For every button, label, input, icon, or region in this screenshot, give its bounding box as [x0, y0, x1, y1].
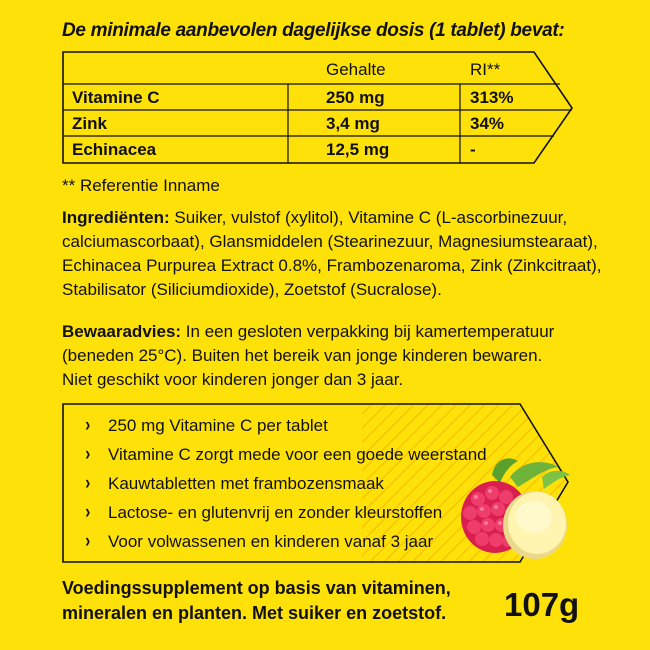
feature-item	[84, 472, 384, 496]
storage-line: (beneden 25°C). Buiten het bereik van jonge kinderen bewaren.	[62, 346, 543, 365]
row-name-vitamin-c: Vitamine C	[72, 88, 160, 107]
net-weight: 107g	[504, 586, 580, 623]
footer-line: Voedingssupplement op basis van vitaminen,	[62, 578, 451, 598]
dosage-header: De minimale aanbevolen dagelijkse dosis (1 tablet) bevat:	[62, 20, 565, 41]
row-name-zinc: Zink	[72, 114, 107, 133]
feature-text: Vitamine C zorgt mede voor een goede weerstand	[108, 445, 487, 464]
feature-item	[84, 414, 328, 438]
storage-label: Bewaaradvies:	[62, 322, 182, 341]
ingredients-paragraph	[62, 206, 602, 302]
row-name-echinacea: Echinacea	[72, 140, 157, 159]
feature-text: 250 mg Vitamine C per tablet	[108, 416, 328, 435]
storage-line: In een gesloten verpakking bij kamertemperatuur	[181, 322, 555, 341]
row-amount-echinacea: 12,5 mg	[326, 140, 390, 159]
ingredients-line: Echinacea Purpurea Extract 0.8%, Frambozenaroma, Zink (Zinkcitraat),	[62, 256, 602, 275]
row-ri-zinc: 34%	[470, 114, 505, 133]
tablet-icon	[503, 491, 567, 559]
storage-paragraph	[62, 320, 602, 392]
ingredients-line: Stabilisator (Siliciumdioxide), Zoetstof (Sucralose).	[62, 280, 442, 299]
feature-text: Lactose- en glutenvrij en zonder kleurstoffen	[108, 503, 443, 522]
chevron-right-icon: ›	[85, 473, 91, 494]
chevron-right-icon: ›	[85, 502, 91, 523]
raspberry-tablet-image	[440, 455, 575, 565]
reference-note: ** Referentie Inname	[62, 176, 220, 195]
ingredients-line: calciumascorbaat), Glansmiddelen (Stearinezuur, Magnesiumstearaat),	[62, 232, 598, 251]
footer-line: mineralen en planten. Met suiker en zoetstof.	[62, 603, 447, 623]
storage-line: Niet geschikt voor kinderen jonger dan 3 jaar.	[62, 370, 404, 389]
feature-item	[84, 530, 433, 554]
chevron-right-icon: ›	[85, 531, 91, 552]
row-amount-zinc: 3,4 mg	[326, 114, 380, 133]
row-ri-vitamin-c: 313%	[470, 88, 514, 107]
nutrition-table	[62, 46, 574, 168]
feature-text: Kauwtabletten met frambozensmaak	[108, 474, 384, 493]
chevron-right-icon: ›	[85, 444, 91, 465]
supplement-description	[62, 576, 492, 626]
column-header-ri: RI**	[470, 60, 501, 79]
row-ri-echinacea: -	[470, 140, 476, 159]
row-amount-vitamin-c: 250 mg	[326, 88, 385, 107]
feature-item	[84, 443, 487, 467]
ingredients-line: Suiker, vulstof (xylitol), Vitamine C (L-ascorbinezuur,	[169, 208, 568, 227]
ingredients-label: Ingrediënten:	[62, 208, 170, 227]
feature-text: Voor volwassenen en kinderen vanaf 3 jaar	[108, 532, 434, 551]
column-header-amount: Gehalte	[326, 60, 386, 79]
chevron-right-icon: ›	[85, 415, 91, 436]
feature-item	[84, 501, 442, 525]
